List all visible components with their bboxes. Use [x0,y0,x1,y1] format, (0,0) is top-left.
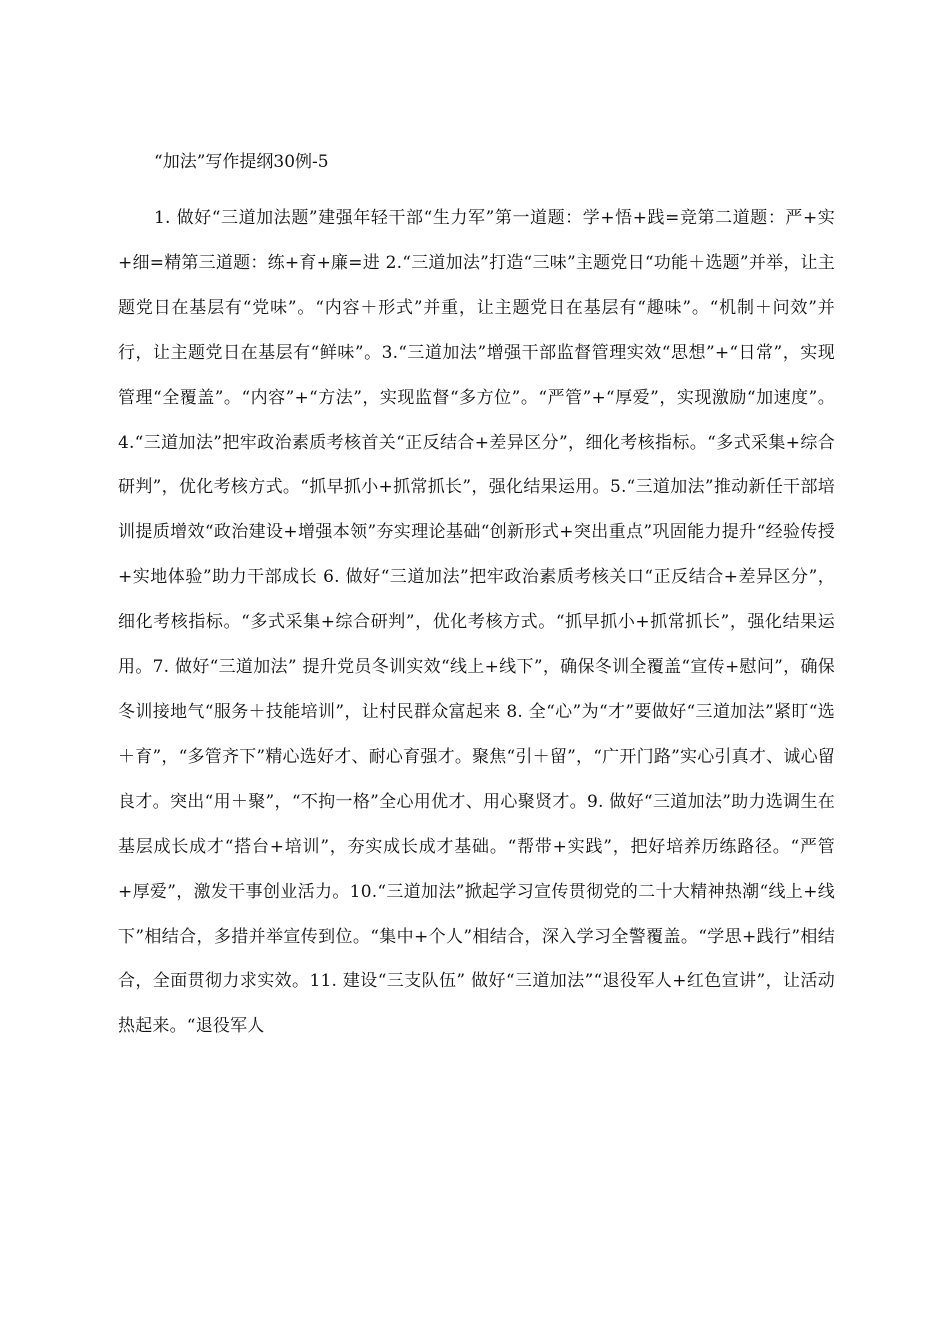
document-title: “加法”写作提纲30例-5 [154,152,329,172]
document-body-paragraph: 1. 做好“三道加法题”建强年轻干部“生力军”第一道题：学+悟+践=竞第二道题：严+实+细=精第三道题：练+育+廉=进 2.“三道加法”打造“三味”主题党日“功能＋选题”并举，让主题党日在基层有“党味”。“内容＋形式”并重，让主题党日在基层有“趣味”。“机制＋问效”并行，让主题党日在基层有“鲜味”。3.“三道加法”增强干部监督管理实效“思想”+“日常”，实现管理“全覆盖”。“内容”+“方法”，实现监督“多方位”。“严管”+“厚爱”，实现激励“加速度”。4.“三道加法”把牢政治素质考核首关“正反结合+差异区分”，细化考核指标。“多式采集+综合研判”，优化考核方式。“抓早抓小+抓常抓长”，强化结果运用。5.“三道加法”推动新任干部培训提质增效“政治建设+增强本领”夯实理论基础“创新形式+突出重点”巩固能力提升“经验传授+实地体验”助力干部成长 6. 做好“三道加法”把牢政治素质考核关口“正反结合+差异区分”，细化考核指标。“多式采集+综合研判”，优化考核方式。“抓早抓小+抓常抓长”，强化结果运用。7. 做好“三道加法” 提升党员冬训实效“线上+线下”，确保冬训全覆盖“宣传+慰问”，确保冬训接地气“服务＋技能培训”，让村民群众富起来 8. 全“心”为“才”要做好“三道加法”紧盯“选＋育”，“多管齐下”精心选好才、耐心育强才。聚焦“引＋留”，“广开门路”实心引真才、诚心留良才。突出“用＋聚”，“不拘一格”全心用优才、用心聚贤才。9. 做好“三道加法”助力选调生在基层成长成才“搭台+培训”，夯实成长成才基础。“帮带+实践”，把好培养历练路径。“严管+厚爱”，激发干事创业活力。10.“三道加法”掀起学习宣传贯彻党的二十大精神热潮“线上+线下”相结合，多措并举宣传到位。“集中+个人”相结合，深入学习全警覆盖。“学思+践行”相结合，全面贯彻力求实效。11. 建设“三支队伍” 做好“三道加法”“退役军人+红色宣讲”，让活动热起来。“退役军人 [118,208,835,1037]
